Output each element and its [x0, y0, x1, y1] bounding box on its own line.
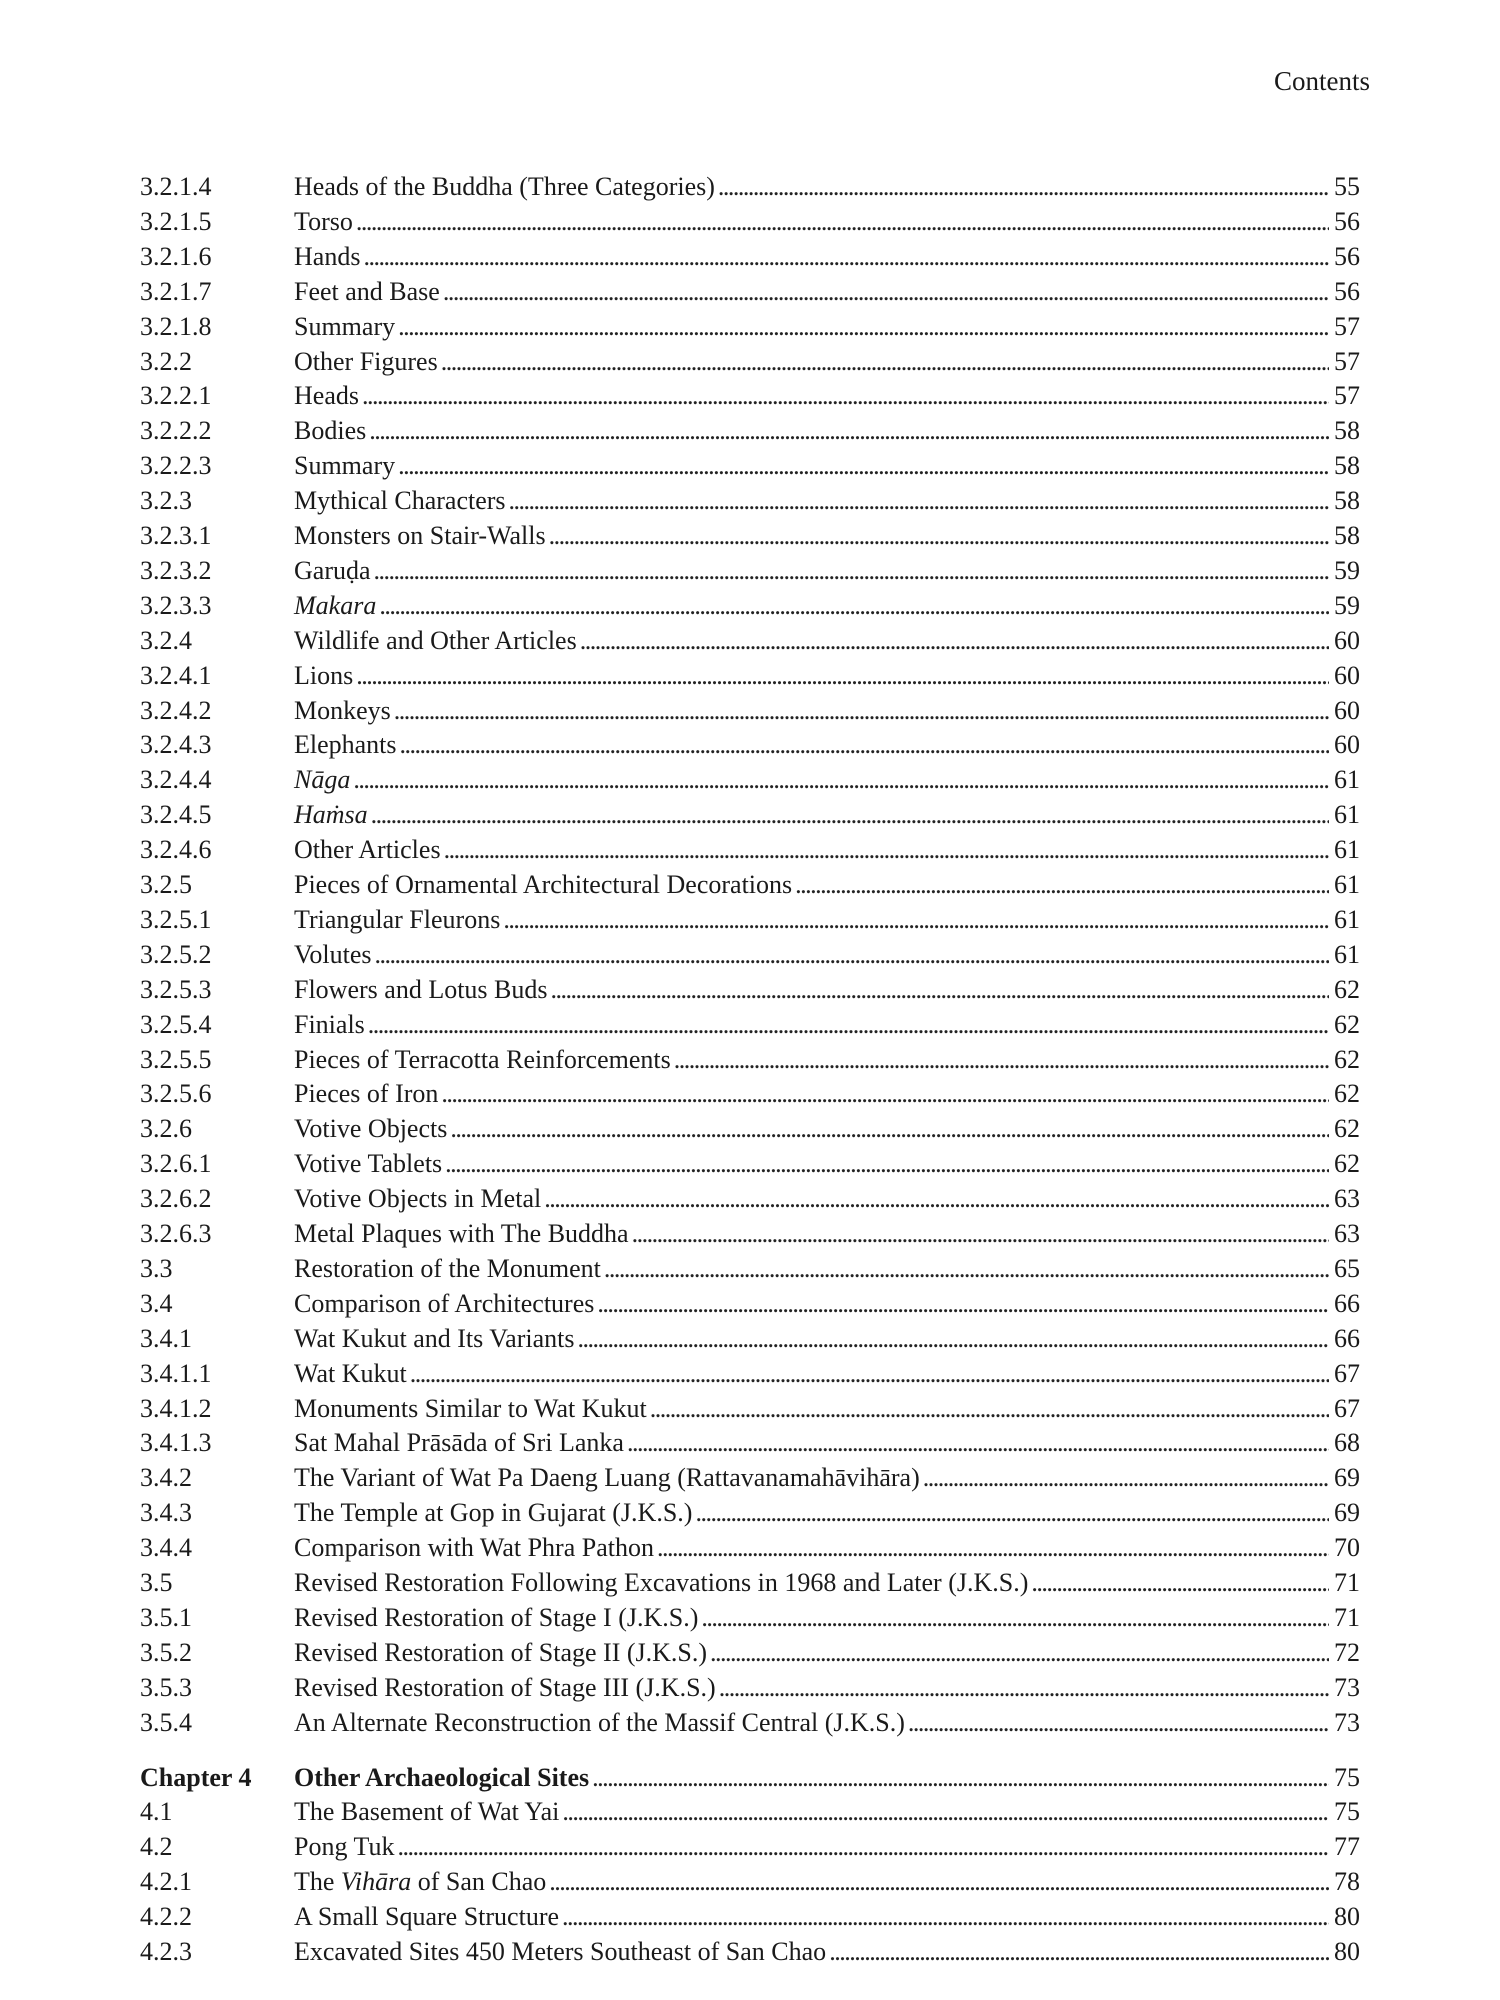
toc-title: Heads	[294, 381, 359, 411]
toc-page-number: 63	[1334, 1219, 1360, 1248]
dot-leader	[544, 1182, 1329, 1216]
toc-number: 3.2.5.6	[140, 1079, 212, 1109]
dot-leader	[397, 1830, 1329, 1864]
dot-leader	[562, 1795, 1329, 1829]
toc-number: 3.4.1.1	[140, 1358, 212, 1388]
dot-leader	[353, 763, 1329, 797]
toc-page-number: 68	[1334, 1428, 1360, 1458]
toc-title: Revised Restoration Following Excavations in 1968 and Later (J.K.S.)	[294, 1568, 1029, 1597]
toc-row[interactable]	[140, 1043, 1360, 1077]
dot-leader	[374, 554, 1329, 588]
toc-number: 3.2.3.3	[140, 590, 212, 620]
toc-page-number: 66	[1334, 1323, 1360, 1353]
toc-row[interactable]	[140, 868, 1360, 902]
toc-row[interactable]	[140, 1601, 1360, 1635]
toc-number: 3.2.1.8	[140, 311, 212, 341]
toc-row[interactable]	[140, 1287, 1360, 1321]
toc-number: 4.2	[140, 1832, 173, 1862]
dot-leader	[443, 275, 1329, 309]
toc-title: Flowers and Lotus Buds	[294, 974, 548, 1004]
toc-row[interactable]	[140, 170, 1360, 204]
toc-number: 3.3	[140, 1253, 173, 1283]
toc-row[interactable]	[140, 379, 1360, 413]
toc-page-number: 58	[1334, 521, 1360, 550]
toc-row[interactable]	[140, 345, 1360, 379]
toc-number: 3.2.4.6	[140, 835, 212, 865]
toc-row[interactable]	[140, 1322, 1360, 1356]
toc-title: Votive Objects in Metal	[294, 1184, 542, 1214]
dot-leader	[368, 1008, 1329, 1042]
toc-title: Comparison of Architectures	[294, 1288, 595, 1318]
toc-title: Votive Objects	[294, 1114, 448, 1144]
toc-number: 3.2.3.2	[140, 555, 212, 585]
toc-number: 3.2.6	[140, 1114, 192, 1144]
toc-title: Metal Plaques with The Buddha	[294, 1219, 629, 1248]
toc-row[interactable]	[140, 1531, 1360, 1565]
toc-row[interactable]	[140, 1077, 1360, 1111]
toc-number: 3.2.5.3	[140, 974, 212, 1004]
toc-row[interactable]	[140, 1706, 1360, 1740]
toc-chapter-row[interactable]	[140, 1761, 1360, 1795]
toc-number: 3.5.4	[140, 1707, 192, 1737]
toc-page-number: 60	[1334, 625, 1360, 655]
toc-number: 3.2.5.2	[140, 939, 212, 969]
dot-leader	[923, 1461, 1329, 1495]
toc-page-number: 62	[1334, 1009, 1360, 1039]
toc-row[interactable]	[140, 589, 1360, 623]
dot-leader	[604, 1252, 1329, 1286]
toc-row[interactable]	[140, 694, 1360, 728]
toc-title: Revised Restoration of Stage III (J.K.S.)	[294, 1672, 716, 1702]
toc-page-number: 67	[1334, 1393, 1360, 1423]
toc-page-number: 61	[1334, 870, 1360, 899]
dot-leader	[549, 519, 1329, 553]
toc-page-number: 56	[1334, 276, 1360, 306]
toc-title: Pieces of Iron	[294, 1079, 439, 1109]
toc-page-number: 70	[1334, 1533, 1360, 1563]
toc-page-number: 56	[1334, 241, 1360, 271]
toc-page-number: 60	[1334, 695, 1360, 725]
toc-page-number: 66	[1334, 1288, 1360, 1318]
dot-leader	[674, 1043, 1329, 1077]
toc-title: Bodies	[294, 416, 367, 446]
toc-number: 3.2.1.4	[140, 172, 212, 201]
dot-leader	[509, 484, 1329, 518]
toc-row[interactable]	[140, 1112, 1360, 1146]
toc-title: Comparison with Wat Phra Pathon	[294, 1533, 654, 1563]
toc-row[interactable]	[140, 973, 1360, 1007]
dot-leader	[362, 379, 1329, 413]
toc-number: 3.2.1.6	[140, 241, 212, 271]
toc-number: 3.2.6.3	[140, 1219, 212, 1248]
toc-number: 3.2.1.7	[140, 276, 212, 306]
toc-row[interactable]	[140, 1182, 1360, 1216]
toc-number: 3.2.2.3	[140, 451, 212, 481]
toc-page-number: 62	[1334, 974, 1360, 1004]
toc-page-number: 71	[1334, 1568, 1360, 1597]
toc-row[interactable]	[140, 763, 1360, 797]
toc-title: Haṁsa	[294, 800, 368, 830]
toc-row[interactable]	[140, 1147, 1360, 1181]
toc-title: Other Archaeological Sites	[294, 1762, 590, 1792]
toc-page-number: 60	[1334, 660, 1360, 690]
toc-title: Wildlife and Other Articles	[294, 625, 577, 655]
toc-title: Sat Mahal Prāsāda of Sri Lanka	[294, 1428, 624, 1458]
toc-row[interactable]	[140, 1496, 1360, 1530]
toc-page-number: 62	[1334, 1114, 1360, 1144]
toc-row[interactable]	[140, 205, 1360, 239]
dot-leader	[701, 1601, 1329, 1635]
toc-row[interactable]	[140, 449, 1360, 483]
toc-page-number: 80	[1334, 1902, 1360, 1932]
dot-leader	[398, 449, 1329, 483]
toc-title: Garuḍa	[294, 555, 371, 585]
dot-leader	[356, 205, 1329, 239]
toc-row[interactable]	[140, 310, 1360, 344]
toc-page-number: 58	[1334, 451, 1360, 481]
dot-leader	[908, 1706, 1329, 1740]
dot-leader	[445, 1147, 1329, 1181]
toc-title: Lions	[294, 660, 354, 690]
toc-page-number: 75	[1334, 1762, 1360, 1792]
toc-page-number: 61	[1334, 765, 1360, 795]
dot-leader	[597, 1287, 1329, 1321]
toc-number: 3.2.4.2	[140, 695, 212, 725]
toc-row[interactable]	[140, 1636, 1360, 1670]
toc-title: Restoration of the Monument	[294, 1253, 601, 1283]
toc-row[interactable]	[140, 1008, 1360, 1042]
toc-number: 3.2.5.5	[140, 1044, 212, 1074]
toc-title: Feet and Base	[294, 276, 440, 306]
toc-number: 3.2.5	[140, 870, 192, 899]
toc-page-number: 61	[1334, 835, 1360, 865]
toc-title: Mythical Characters	[294, 486, 506, 516]
toc-title: Monuments Similar to Wat Kukut	[294, 1393, 647, 1423]
toc-row[interactable]	[140, 275, 1360, 309]
toc-number: 3.5.2	[140, 1637, 192, 1667]
toc-number: 3.2.3.1	[140, 521, 212, 550]
toc-number: 3.2.3	[140, 486, 192, 516]
toc-title: Pong Tuk	[294, 1832, 395, 1862]
toc-page-number: 77	[1334, 1832, 1360, 1862]
toc-row[interactable]	[140, 519, 1360, 553]
dot-leader	[379, 589, 1329, 623]
dot-leader	[632, 1217, 1329, 1251]
toc-number: 3.4.1.2	[140, 1393, 212, 1423]
toc-title: The Temple at Gop in Gujarat (J.K.S.)	[294, 1498, 693, 1528]
toc-page-number: 61	[1334, 939, 1360, 969]
dot-leader	[444, 833, 1329, 867]
toc-title: Monkeys	[294, 695, 391, 725]
toc-row[interactable]	[140, 414, 1360, 448]
dot-leader	[398, 310, 1329, 344]
dot-leader	[441, 345, 1329, 379]
toc-page-number: 65	[1334, 1253, 1360, 1283]
toc-row[interactable]	[140, 240, 1360, 274]
toc-page-number: 62	[1334, 1044, 1360, 1074]
toc-page-number: 57	[1334, 346, 1360, 376]
toc-title: Other Articles	[294, 835, 441, 865]
toc-number: 3.4.4	[140, 1533, 192, 1563]
toc-title: Hands	[294, 241, 361, 271]
toc-page-number: 63	[1334, 1184, 1360, 1214]
toc-number: Chapter 4	[140, 1762, 252, 1792]
toc-title: Torso	[294, 206, 353, 236]
toc-number: 3.4.3	[140, 1498, 192, 1528]
toc-title: Volutes	[294, 939, 372, 969]
toc-title: Wat Kukut	[294, 1358, 407, 1388]
toc-title: A Small Square Structure	[294, 1902, 560, 1932]
toc-number: 3.2.2.1	[140, 381, 212, 411]
toc-title: Summary	[294, 311, 396, 341]
toc-number: 3.2.4.1	[140, 660, 212, 690]
toc-number: 3.2.4	[140, 625, 192, 655]
toc-number: 4.2.3	[140, 1937, 192, 1966]
toc-number: 4.2.2	[140, 1902, 192, 1932]
toc-number: 3.2.6.1	[140, 1149, 212, 1179]
toc-number: 4.1	[140, 1797, 173, 1827]
toc-page-number: 75	[1334, 1797, 1360, 1827]
toc-page-number: 62	[1334, 1149, 1360, 1179]
dot-leader	[657, 1531, 1329, 1565]
toc-page-number: 69	[1334, 1463, 1360, 1493]
toc-number: 3.2.4.3	[140, 730, 212, 760]
toc-title: Revised Restoration of Stage II (J.K.S.)	[294, 1637, 708, 1667]
toc-number: 3.5.3	[140, 1672, 192, 1702]
toc-page-number: 60	[1334, 730, 1360, 760]
toc-title: Revised Restoration of Stage I (J.K.S.)	[294, 1602, 699, 1632]
dot-leader	[627, 1426, 1329, 1460]
toc-row[interactable]	[140, 938, 1360, 972]
toc-number: 3.2.1.5	[140, 206, 212, 236]
toc-title: Other Figures	[294, 346, 438, 376]
toc-row[interactable]	[140, 554, 1360, 588]
toc-row[interactable]	[140, 1252, 1360, 1286]
toc-number: 3.2.4.4	[140, 765, 212, 795]
dot-leader	[363, 240, 1329, 274]
toc-row[interactable]	[140, 1426, 1360, 1460]
toc-page-number: 61	[1334, 904, 1360, 934]
dot-leader	[1031, 1566, 1329, 1600]
dot-leader	[562, 1900, 1329, 1934]
toc-page-number: 62	[1334, 1079, 1360, 1109]
toc-row[interactable]	[140, 1865, 1360, 1899]
toc-title: The Variant of Wat Pa Daeng Luang (Rattavanamahāvihāra)	[294, 1463, 920, 1493]
dot-leader	[549, 1865, 1329, 1899]
toc-page-number: 71	[1334, 1602, 1360, 1632]
toc-title: Excavated Sites 450 Meters Southeast of San Chao	[294, 1937, 827, 1966]
dot-leader	[394, 694, 1329, 728]
toc-page-number: 58	[1334, 486, 1360, 516]
toc-page-number: 69	[1334, 1498, 1360, 1528]
dot-leader	[719, 1671, 1329, 1705]
toc-number: 3.2.6.2	[140, 1184, 212, 1214]
toc-title: Triangular Fleurons	[294, 904, 501, 934]
toc-page-number: 80	[1334, 1937, 1360, 1966]
dot-leader	[441, 1077, 1329, 1111]
toc-number: 3.4.1.3	[140, 1428, 212, 1458]
toc-row[interactable]	[140, 1461, 1360, 1495]
toc-number: 3.5.1	[140, 1602, 192, 1632]
dot-leader	[375, 938, 1329, 972]
dot-leader	[829, 1935, 1329, 1969]
dot-leader	[450, 1112, 1329, 1146]
toc-row[interactable]	[140, 1671, 1360, 1705]
toc-row[interactable]	[140, 1566, 1360, 1600]
toc-title: Elephants	[294, 730, 397, 760]
toc-page-number: 56	[1334, 206, 1360, 236]
toc-title: Heads of the Buddha (Three Categories)	[294, 172, 715, 201]
toc-page-number: 73	[1334, 1707, 1360, 1737]
dot-leader	[371, 798, 1329, 832]
toc-title: Wat Kukut and Its Variants	[294, 1323, 575, 1353]
toc-page-number: 59	[1334, 590, 1360, 620]
toc-row[interactable]	[140, 1830, 1360, 1864]
toc-row[interactable]	[140, 833, 1360, 867]
toc-row[interactable]	[140, 624, 1360, 658]
toc-row[interactable]	[140, 1357, 1360, 1391]
toc-number: 3.2.5.1	[140, 904, 212, 934]
toc-title: The Basement of Wat Yai	[294, 1797, 560, 1827]
toc-page-number: 72	[1334, 1637, 1360, 1667]
toc-page-number: 58	[1334, 416, 1360, 446]
toc-page-number: 78	[1334, 1867, 1360, 1897]
toc-row[interactable]	[140, 728, 1360, 762]
toc-number: 3.4.2	[140, 1463, 192, 1493]
dot-leader	[503, 903, 1329, 937]
toc-title: Pieces of Terracotta Reinforcements	[294, 1044, 671, 1074]
toc-page-number: 55	[1334, 172, 1360, 201]
toc-page-number: 59	[1334, 555, 1360, 585]
toc-page-number: 67	[1334, 1358, 1360, 1388]
toc-page-number: 73	[1334, 1672, 1360, 1702]
toc-title: An Alternate Reconstruction of the Massif Central (J.K.S.)	[294, 1707, 905, 1737]
dot-leader	[369, 414, 1329, 448]
dot-leader	[592, 1761, 1329, 1795]
toc-title: The Vihāra of San Chao	[294, 1867, 547, 1897]
toc-title: Nāga	[294, 765, 351, 795]
toc-number: 3.2.5.4	[140, 1009, 212, 1039]
dot-leader	[580, 624, 1329, 658]
toc-title: Pieces of Ornamental Architectural Decorations	[294, 870, 793, 899]
dot-leader	[400, 728, 1329, 762]
toc-row[interactable]	[140, 903, 1360, 937]
toc-title: Summary	[294, 451, 396, 481]
toc-number: 3.2.4.5	[140, 800, 212, 830]
toc-number: 4.2.1	[140, 1867, 192, 1897]
dot-leader	[795, 868, 1329, 902]
toc-row[interactable]	[140, 1795, 1360, 1829]
toc-page-number: 57	[1334, 381, 1360, 411]
toc-page-number: 61	[1334, 800, 1360, 830]
toc-row[interactable]	[140, 798, 1360, 832]
toc-title: Makara	[294, 590, 377, 620]
toc-row[interactable]	[140, 1900, 1360, 1934]
dot-leader	[551, 973, 1330, 1007]
dot-leader	[710, 1636, 1329, 1670]
dot-leader	[695, 1496, 1329, 1530]
dot-leader	[578, 1322, 1330, 1356]
dot-leader	[410, 1357, 1329, 1391]
toc-row[interactable]	[140, 484, 1360, 518]
dot-leader	[650, 1392, 1329, 1426]
dot-leader	[718, 170, 1329, 204]
toc-page-number: 57	[1334, 311, 1360, 341]
toc-row[interactable]	[140, 659, 1360, 693]
toc-row[interactable]	[140, 1392, 1360, 1426]
toc-row[interactable]	[140, 1217, 1360, 1251]
running-head: Contents	[1273, 66, 1370, 96]
toc-number: 3.4.1	[140, 1323, 192, 1353]
toc-title: Finials	[294, 1009, 365, 1039]
toc-title: Votive Tablets	[294, 1149, 443, 1179]
dot-leader	[356, 659, 1329, 693]
toc-number: 3.2.2	[140, 346, 192, 376]
toc-number: 3.2.2.2	[140, 416, 212, 446]
toc-title: Monsters on Stair-Walls	[294, 521, 546, 550]
toc-number: 3.4	[140, 1288, 173, 1318]
toc-row[interactable]	[140, 1935, 1360, 1969]
toc-number: 3.5	[140, 1568, 173, 1597]
